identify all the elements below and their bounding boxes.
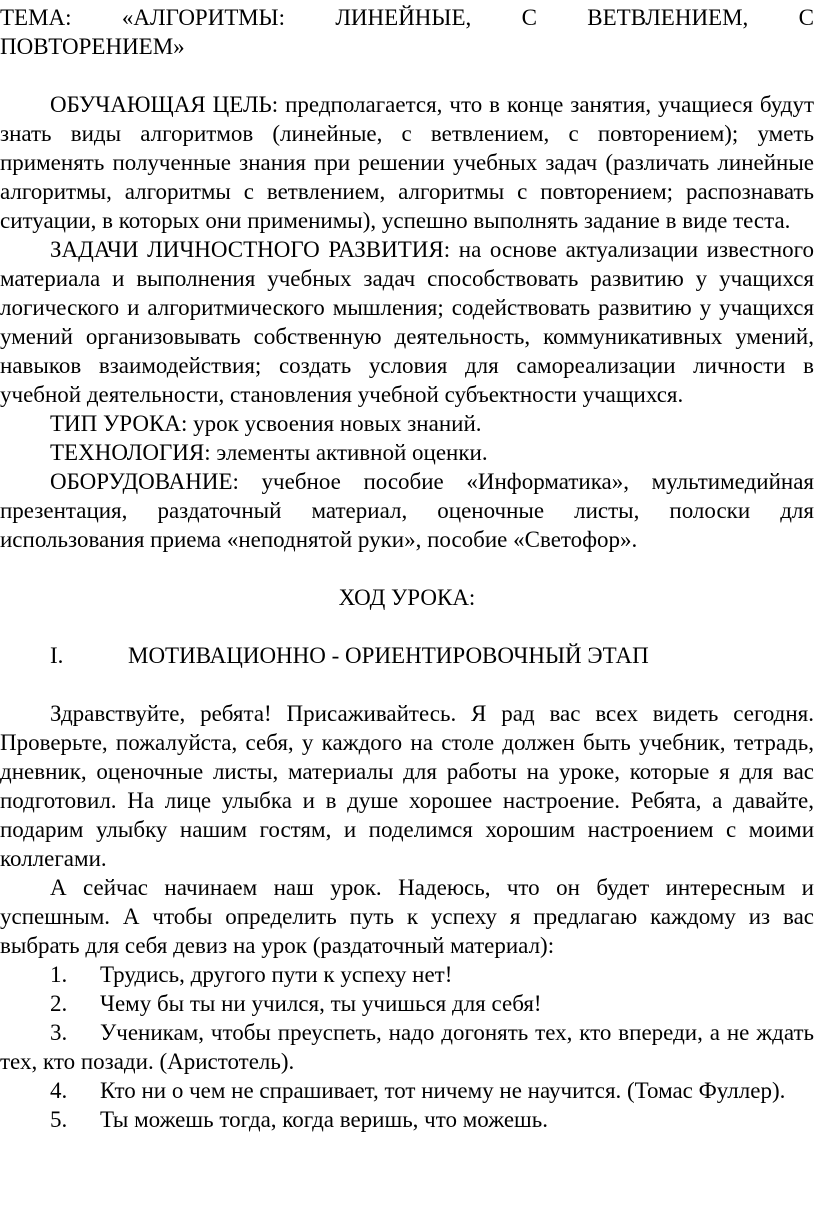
lesson-type-paragraph [0, 409, 814, 438]
motto-text: Трудись, другого пути к успеху нет! [100, 962, 453, 987]
motto-item-4 [0, 1076, 814, 1105]
development-text: : на основе актуализации известного материала и выполнения учебных задач способствовать развитию у учащихся логического и алгоритмического мышления; содействовать развитию у учащихся умений организовывать собственную деятельность, коммуникативных умений, навыков взаимодействия; создать условия для самореализации личности в учебной деятельности, становления учебной субъектности учащихся. [0, 237, 814, 407]
spacer [0, 61, 814, 90]
spacer [0, 670, 814, 699]
development-paragraph [0, 235, 814, 409]
topic-line-2: ПОВТОРЕНИЕМ» [0, 34, 185, 59]
technology-paragraph [0, 438, 814, 467]
technology-label: ТЕХНОЛОГИЯ [50, 440, 205, 465]
motto-item-3 [0, 1018, 814, 1076]
development-label: ЗАДАЧИ ЛИЧНОСТНОГО РАЗВИТИЯ [50, 237, 444, 262]
lesson-type-text: : урок усвоения новых знаний. [180, 411, 482, 436]
goal-text: : предполагается, что в конце занятия, учащиеся будут знать виды алгоритмов (линейные, с ветвлением, с повторением); уметь применять полученные знания при решении учебных задач (различать линейные алгоритмы, алгоритмы с ветвлением, алгоритмы с повторением; распознавать ситуации, в которых они применимы), успешно выполнять задание в виде теста. [0, 92, 815, 233]
stage-number: I. [50, 643, 64, 668]
motto-number: 1. [50, 962, 68, 987]
spacer [0, 612, 814, 641]
spacer [0, 554, 814, 583]
motto-intro-paragraph: А сейчас начинаем наш урок. Надеюсь, что он будет интересным и успешным. А чтобы определить путь к успеху я предлагаю каждому из вас выбрать для себя девиз на урок (раздаточный материал): [0, 875, 814, 958]
motto-item-1 [0, 960, 814, 989]
motto-text: Кто ни о чем не спрашивает, тот ничему не научится. (Томас Фуллер). [100, 1078, 786, 1103]
motto-number: 4. [50, 1078, 68, 1103]
topic-line-1: ТЕМА: «АЛГОРИТМЫ: ЛИНЕЙНЫЕ, С ВЕТВЛЕНИЕМ, С [0, 5, 814, 30]
equipment-paragraph [0, 467, 814, 554]
technology-text: : элементы активной оценки. [204, 440, 488, 465]
motto-text: Ученикам, чтобы преуспеть, надо догонять тех, кто впереди, а не ждать тех, кто позади. (Аристотель). [0, 1020, 814, 1074]
motto-number: 2. [50, 991, 68, 1016]
goal-paragraph [0, 90, 814, 235]
stage-title: МОТИВАЦИОННО - ОРИЕНТИРОВОЧНЫЙ ЭТАП [128, 643, 649, 668]
motto-number: 5. [50, 1107, 68, 1132]
motto-item-2 [0, 989, 814, 1018]
motto-text: Ты можешь тогда, когда веришь, что можешь. [100, 1107, 548, 1132]
motto-item-5 [0, 1105, 814, 1134]
lesson-type-label: ТИП УРОКА [50, 411, 181, 436]
goal-label: ОБУЧАЮЩАЯ ЦЕЛЬ [50, 92, 272, 117]
equipment-label: ОБОРУДОВАНИЕ [50, 469, 233, 494]
motto-number: 3. [50, 1020, 68, 1045]
stage-heading [0, 641, 814, 670]
course-heading: ХОД УРОКА: [338, 585, 476, 610]
intro-paragraph: Здравствуйте, ребята! Присаживайтесь. Я рад вас всех видеть сегодня. Проверьте, пожалуйста, себя, у каждого на столе должен быть учебник, тетрадь, дневник, оценочные листы, материалы для работы на уроке, которые я для вас подготовил. На лице улыбка и в душе хорошее настроение. Ребята, а давайте, подарим улыбку нашим гостям, и поделимся хорошим настроением с моими коллегами. [0, 701, 814, 871]
equipment-text: : учебное пособие «Информатика», мультимедийная презентация, раздаточный материал, оценочные листы, полоски для использования приема «неподнятой руки», пособие «Светофор». [0, 469, 814, 552]
motto-text: Чему бы ты ни учился, ты учишься для себя! [100, 991, 542, 1016]
